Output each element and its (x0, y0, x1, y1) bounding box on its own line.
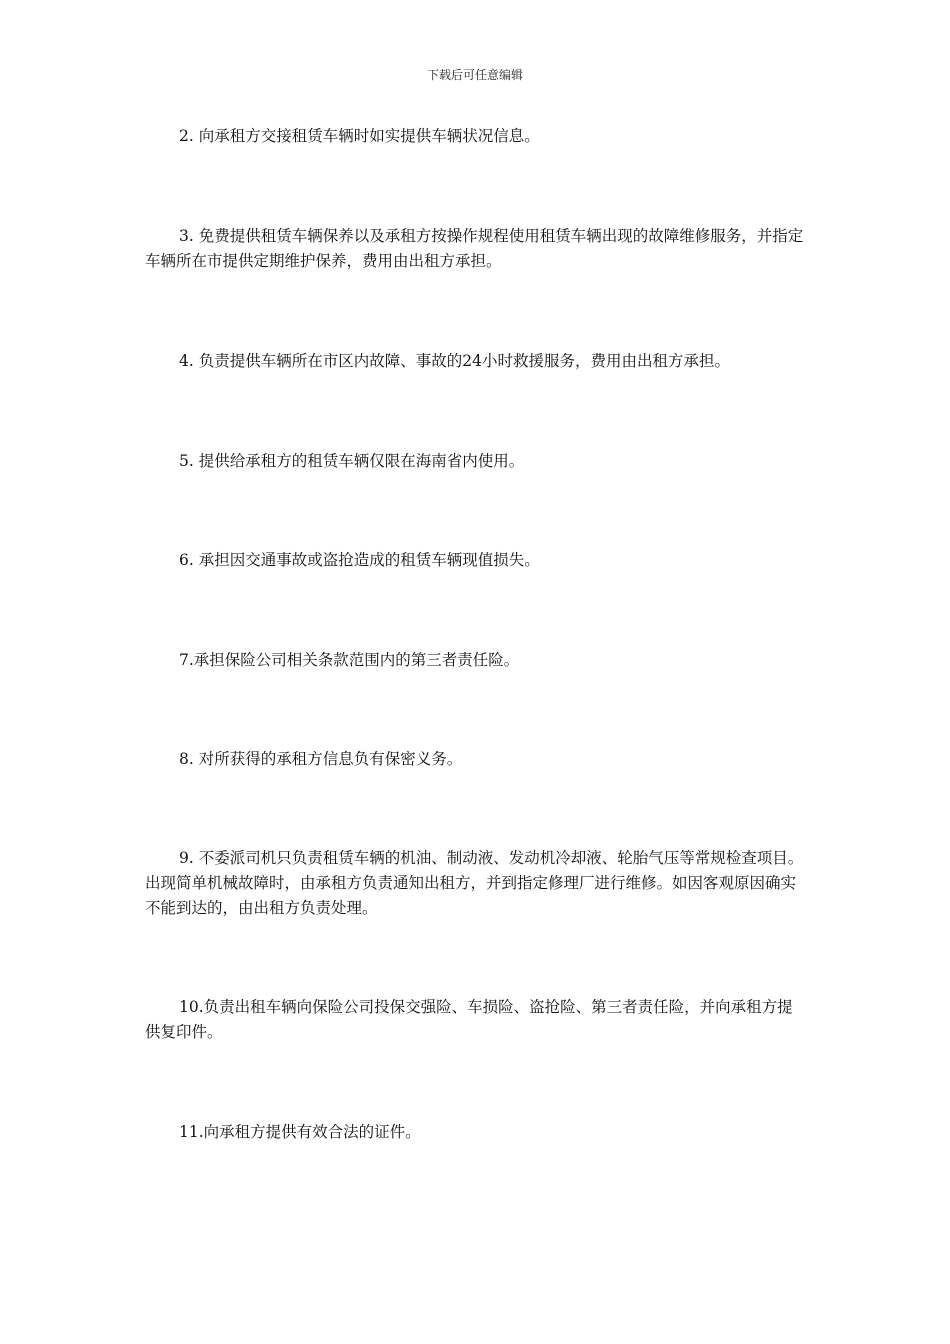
clause-3: 3. 免费提供租赁车辆保养以及承租方按操作规程使用租赁车辆出现的故障维修服务，并指定车辆所在市提供定期维护保养，费用由出租方承担。 (145, 227, 804, 270)
clause-9: 9. 不委派司机只负责租赁车辆的机油、制动液、发动机冷却液、轮胎气压等常规检查项目。出现简单机械故障时，由承租方负责通知出租方，并到指定修理厂进行维修。如因客观原因确实不能到达的，由出租方负责处理。 (145, 849, 804, 917)
clause-7: 7.承担保险公司相关条款范围内的第三者责任险。 (179, 651, 520, 669)
clause-8: 8. 对所获得的承租方信息负有保密义务。 (179, 750, 463, 768)
clause-6: 6. 承担因交通事故或盗抢造成的租赁车辆现值损失。 (179, 551, 540, 569)
clause-5: 5. 提供给承租方的租赁车辆仅限在海南省内使用。 (179, 452, 525, 470)
clause-4: 4. 负责提供车辆所在市区内故障、事故的24小时救援服务，费用由出租方承担。 (179, 352, 730, 370)
header-note: 下载后可任意编辑 (426, 68, 523, 82)
clause-11: 11.向承租方提供有效合法的证件。 (179, 1123, 421, 1141)
clause-10: 10.负责出租车辆向保险公司投保交强险、车损险、盗抢险、第三者责任险，并向承租方提供复印件。 (145, 998, 793, 1041)
clause-2: 2. 向承租方交接租赁车辆时如实提供车辆状况信息。 (179, 127, 540, 145)
